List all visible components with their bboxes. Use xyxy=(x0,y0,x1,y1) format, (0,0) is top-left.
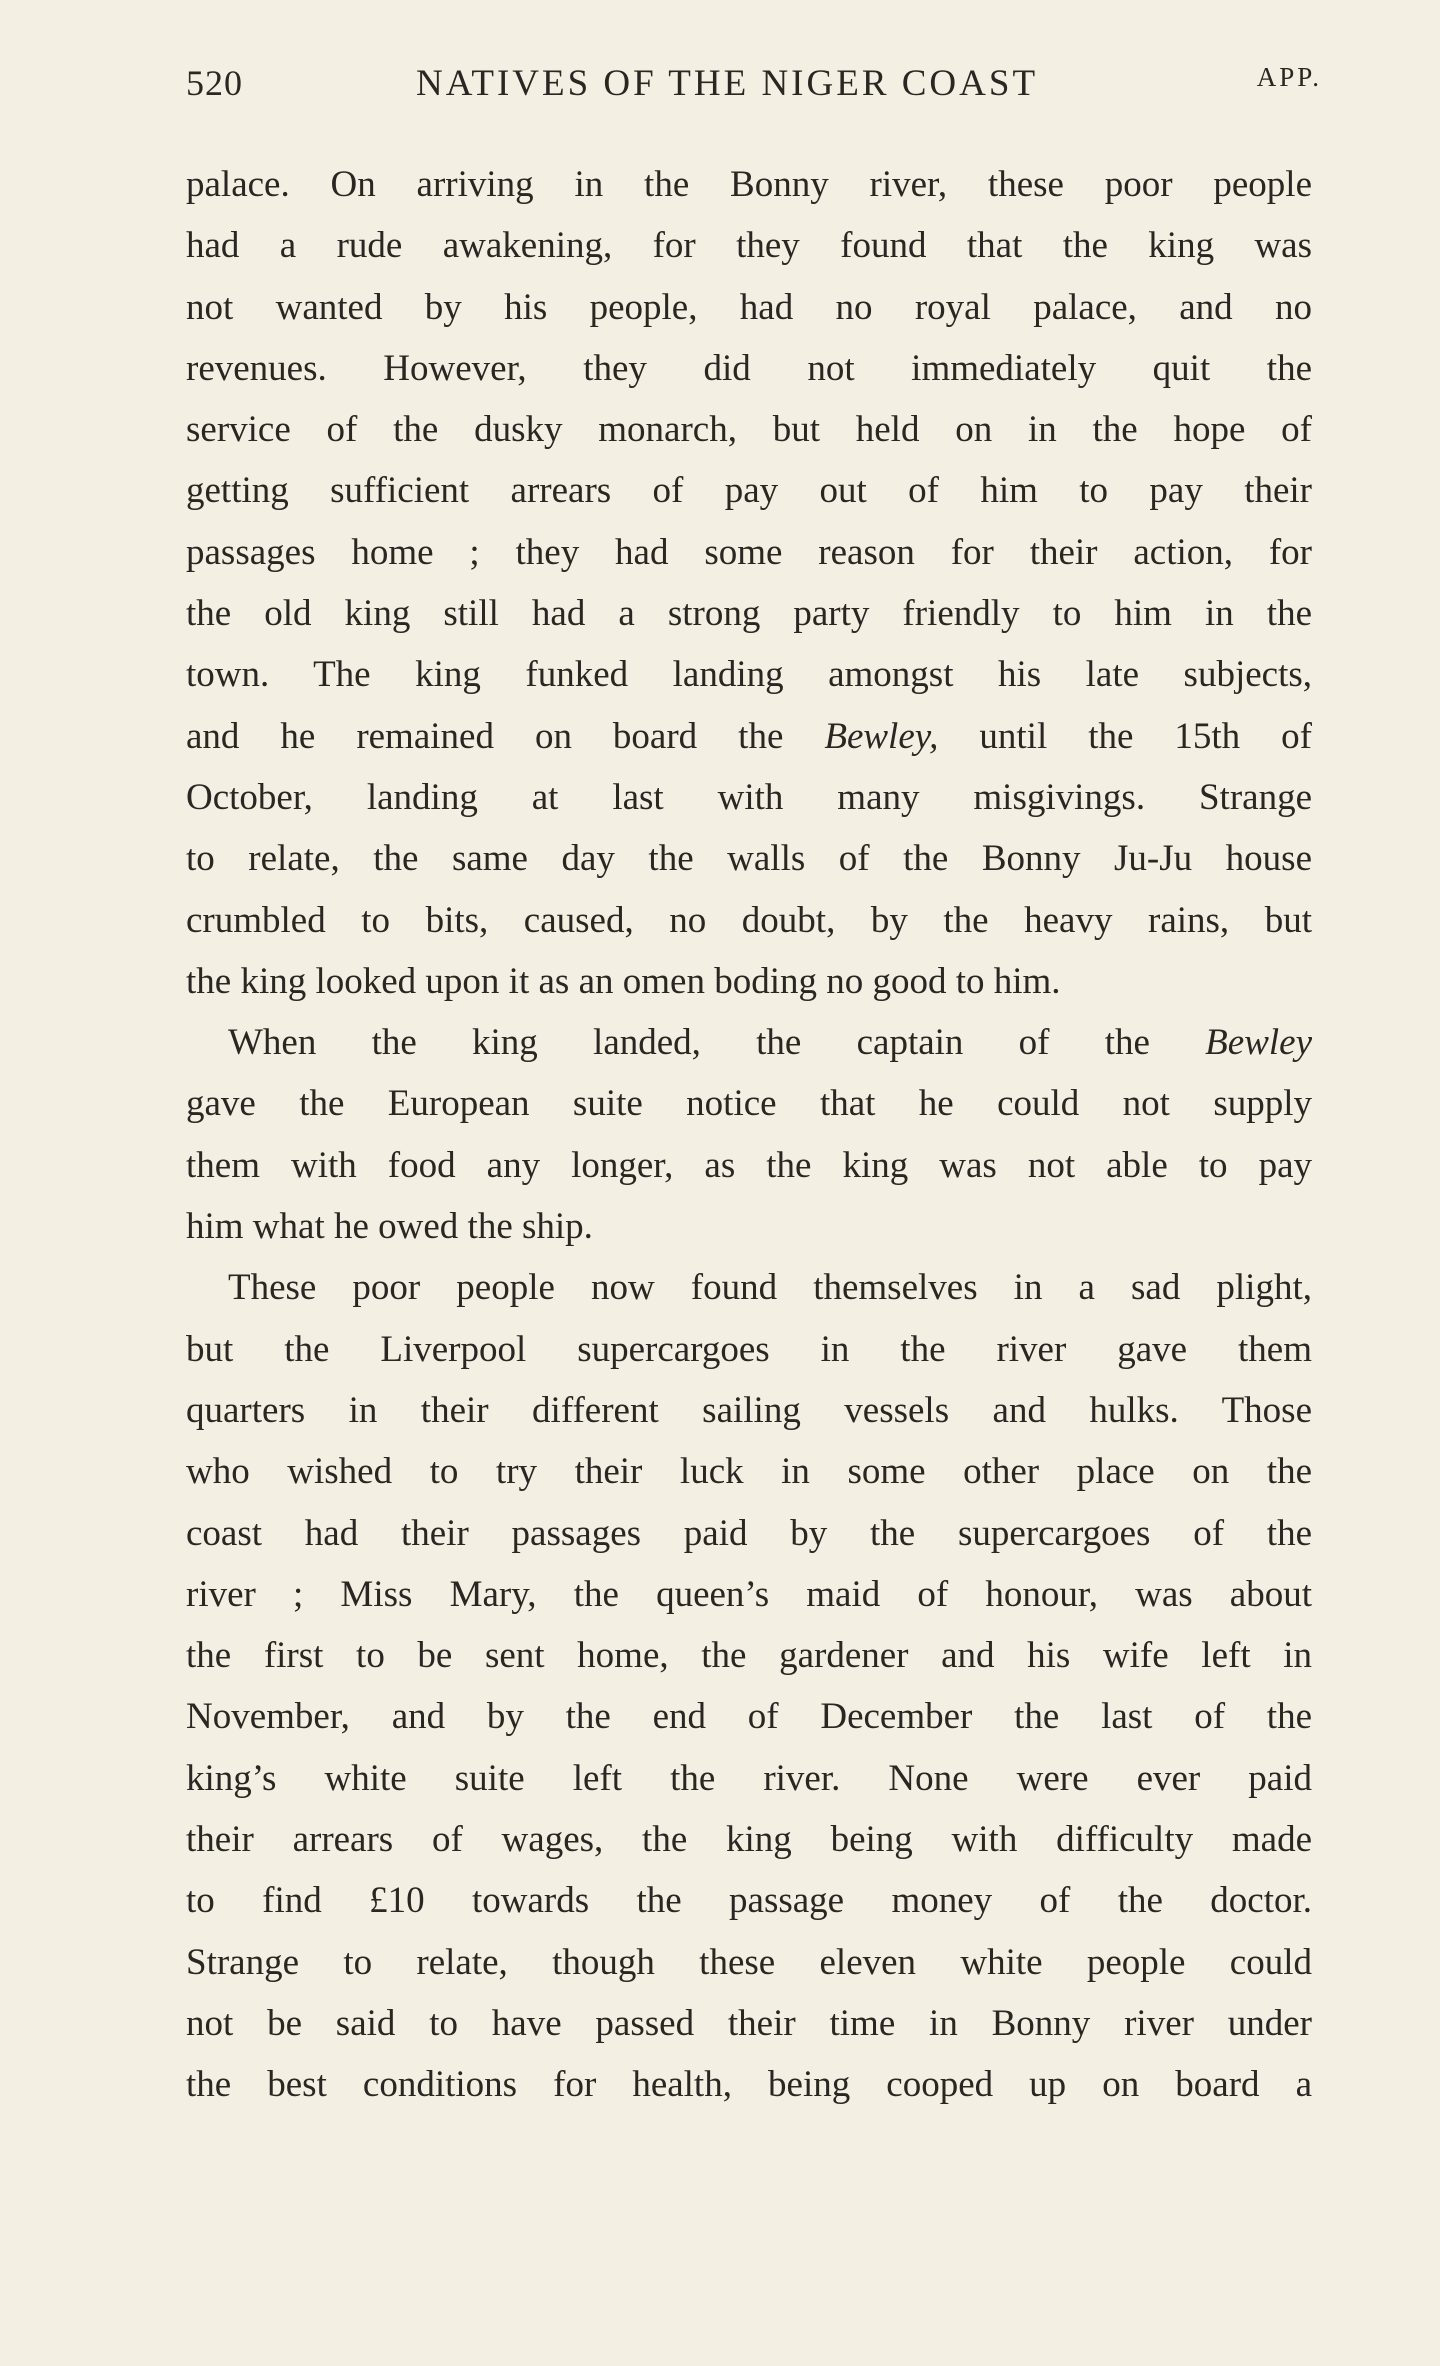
text-line: revenues. However, they did not immediately quit the xyxy=(186,347,1312,389)
text-line: quarters in their different sailing vessels and hulks. Those xyxy=(186,1389,1312,1431)
text-line: their arrears of wages, the king being with difficulty made xyxy=(186,1819,1312,1861)
text-segment: until the 15th of xyxy=(938,715,1312,757)
text-line: the king looked upon it as an omen boding no good to him. xyxy=(186,960,1061,1002)
body-text xyxy=(186,154,1312,2116)
ship-name: Bewley, xyxy=(824,715,939,757)
text-line: the old king still had a strong party friendly to him in the xyxy=(186,593,1312,635)
running-title: NATIVES OF THE NIGER COAST xyxy=(416,63,1039,104)
text-line: to find £10 towards the passage money of the doctor. xyxy=(186,1880,1312,1922)
text-line: not be said to have passed their time in Bonny river under xyxy=(186,2002,1312,2044)
running-head xyxy=(186,62,1322,110)
text-line: October, landing at last with many misgivings. Strange xyxy=(186,776,1312,818)
text-line: gave the European suite notice that he could not supply xyxy=(186,1083,1312,1125)
text-line: palace. On arriving in the Bonny river, these poor people xyxy=(186,164,1312,205)
paragraph xyxy=(186,154,1312,1012)
text-line: town. The king funked landing amongst his late subjects, xyxy=(186,654,1312,696)
text-line: had a rude awakening, for they found that the king was xyxy=(186,225,1312,267)
text-line: who wished to try their luck in some other place on the xyxy=(186,1451,1312,1493)
section-mark: APP. xyxy=(1256,62,1322,92)
text-line: river ; Miss Mary, the queen’s maid of honour, was about xyxy=(186,1573,1312,1615)
text-line: Strange to relate, though these eleven white people could xyxy=(186,1941,1312,1983)
text-line: These poor people now found themselves in a sad plight, xyxy=(228,1267,1312,1309)
text-line: to relate, the same day the walls of the Bonny Ju-Ju house xyxy=(186,838,1312,880)
text-line: November, and by the end of December the last of the xyxy=(186,1696,1312,1738)
paragraph xyxy=(186,1012,1312,1257)
text-line: getting sufficient arrears of pay out of him to pay their xyxy=(186,470,1312,512)
text-line: not wanted by his people, had no royal palace, and no xyxy=(186,286,1312,328)
paragraph xyxy=(186,1257,1312,2115)
text-line: him what he owed the ship. xyxy=(186,1206,593,1248)
text-line: crumbled to bits, caused, no doubt, by the heavy rains, but xyxy=(186,899,1312,941)
page-number: 520 xyxy=(186,63,243,103)
ship-name: Bewley xyxy=(1205,1022,1312,1064)
text-line: the first to be sent home, the gardener and his wife left in xyxy=(186,1635,1312,1677)
text-line: the best conditions for health, being cooped up on board a xyxy=(186,2064,1312,2106)
text-segment: When the king landed, the captain of the xyxy=(228,1022,1206,1064)
text-line: king’s white suite left the river. None were ever paid xyxy=(186,1757,1312,1799)
text-line: coast had their passages paid by the supercargoes of the xyxy=(186,1512,1312,1554)
text-line: them with food any longer, as the king was not able to pay xyxy=(186,1144,1312,1186)
text-line xyxy=(186,706,1312,767)
text-line: but the Liverpool supercargoes in the river gave them xyxy=(186,1328,1312,1370)
text-line: passages home ; they had some reason for their action, for xyxy=(186,531,1312,573)
text-segment: and he remained on board the xyxy=(186,715,825,757)
text-line xyxy=(186,1012,1312,1073)
text-line: service of the dusky monarch, but held on in the hope of xyxy=(186,409,1312,451)
